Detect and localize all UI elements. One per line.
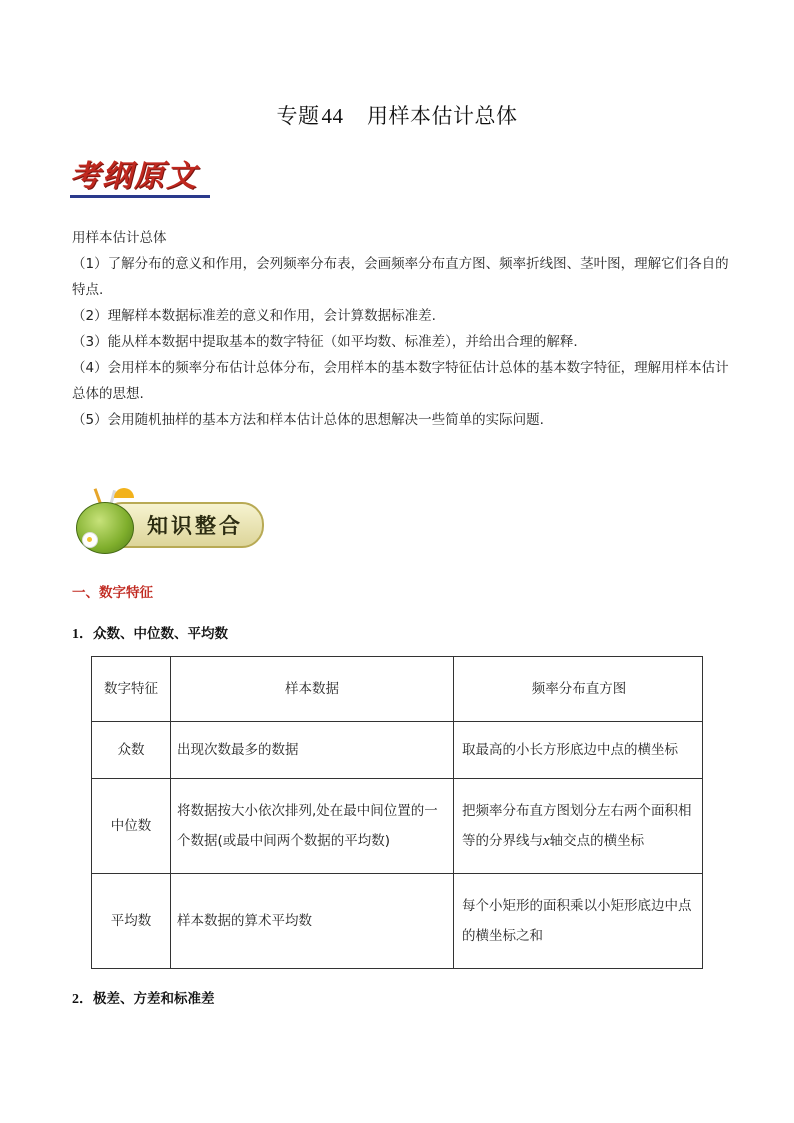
table-row bbox=[92, 874, 703, 969]
table-cell: 众数 bbox=[92, 722, 171, 779]
subsection-heading bbox=[72, 622, 228, 643]
table-cell-text: 轴交点的横坐标 bbox=[549, 833, 645, 849]
table-cell: 将数据按大小依次排列,处在最中间位置的一个数据(或最中间两个数据的平均数) bbox=[171, 779, 454, 874]
umbrella-icon bbox=[114, 488, 134, 498]
exam-outline-banner-text: 考纲原文 bbox=[70, 159, 198, 194]
intro-block bbox=[72, 225, 732, 433]
table-cell: 平均数 bbox=[92, 874, 171, 969]
subsection-text: 极差、方差和标准差 bbox=[93, 991, 215, 1007]
subsection-number: 2． bbox=[72, 992, 93, 1007]
subsection-heading bbox=[72, 987, 215, 1008]
page-title bbox=[0, 100, 794, 130]
table-cell: 出现次数最多的数据 bbox=[171, 722, 454, 779]
table-cell bbox=[454, 779, 703, 874]
intro-item: （1）了解分布的意义和作用，会列频率分布表，会画频率分布直方图、频率折线图、茎叶图，理解它们各自的特点. bbox=[72, 256, 729, 298]
title-prefix: 专题 bbox=[276, 104, 320, 128]
table-header-row bbox=[92, 657, 703, 722]
flower-icon bbox=[82, 532, 98, 548]
knowledge-banner bbox=[70, 488, 260, 558]
table-row bbox=[92, 722, 703, 779]
table-header: 样本数据 bbox=[171, 657, 454, 722]
knowledge-banner-text: 知识整合 bbox=[147, 514, 243, 538]
section-heading: 一、数字特征 bbox=[72, 585, 153, 601]
table-header: 数字特征 bbox=[92, 657, 171, 722]
exam-outline-banner bbox=[70, 160, 210, 202]
table-cell: 中位数 bbox=[92, 779, 171, 874]
subsection-number: 1． bbox=[72, 627, 93, 642]
intro-item: （3）能从样本数据中提取基本的数字特征（如平均数、标准差），并给出合理的解释. bbox=[72, 334, 578, 350]
title-text: 用样本估计总体 bbox=[367, 104, 518, 128]
intro-item: （2）理解样本数据标准差的意义和作用，会计算数据标准差. bbox=[72, 308, 436, 324]
intro-heading: 用样本估计总体 bbox=[72, 230, 167, 246]
table-header: 频率分布直方图 bbox=[454, 657, 703, 722]
stats-table bbox=[91, 656, 703, 969]
intro-item: （5）会用随机抽样的基本方法和样本估计总体的思想解决一些简单的实际问题. bbox=[72, 412, 544, 428]
table-cell: 每个小矩形的面积乘以小矩形底边中点的横坐标之和 bbox=[454, 874, 703, 969]
table-cell-text: 把频率分布直方图划分左右两个面积相等的分界线与 bbox=[462, 803, 692, 849]
intro-item: （4）会用样本的频率分布估计总体分布，会用样本的基本数字特征估计总体的基本数字特征，理解用样本估计总体的思想. bbox=[72, 360, 729, 402]
table-cell: 样本数据的算术平均数 bbox=[171, 874, 454, 969]
table-row bbox=[92, 779, 703, 874]
math-variable: x bbox=[543, 833, 550, 849]
title-number: 44 bbox=[321, 104, 344, 128]
table-cell: 取最高的小长方形底边中点的横坐标 bbox=[454, 722, 703, 779]
subsection-text: 众数、中位数、平均数 bbox=[93, 626, 228, 642]
banner-underline bbox=[70, 195, 210, 198]
